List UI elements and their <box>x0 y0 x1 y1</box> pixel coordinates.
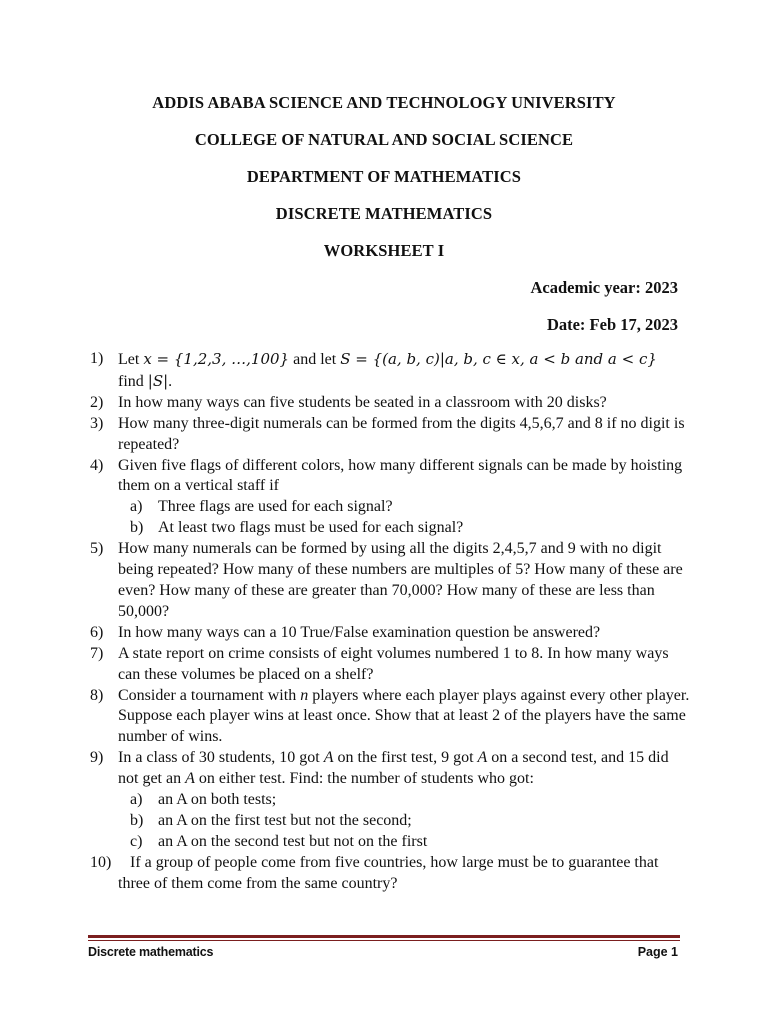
variable-a: A <box>323 749 334 767</box>
question-text: How many three-digit numerals can be formed from the digits 4,5,6,7 and 8 if no digit is repeated? <box>118 414 685 453</box>
subquestion-letter: c) <box>130 832 143 850</box>
worksheet-date: Date: Feb 17, 2023 <box>546 315 678 334</box>
question-text: In a class of 30 students, 10 got <box>118 749 324 767</box>
subquestion-text: an A on the first test but not the second; <box>158 811 412 829</box>
question-text: on either test. Find: the number of students who got: <box>194 770 534 788</box>
question-3 <box>90 414 690 456</box>
question-2 <box>90 393 690 414</box>
department-title: DEPARTMENT OF MATHEMATICS <box>246 167 522 186</box>
footer-rule-thick <box>88 935 680 938</box>
question-1 <box>90 349 690 393</box>
question-number: 9) <box>90 749 104 767</box>
subquestion-letter: b) <box>130 519 144 537</box>
academic-year: Academic year: 2023 <box>530 278 678 297</box>
question-8 <box>90 686 690 749</box>
question-9c <box>90 832 690 853</box>
question-text: . <box>168 372 173 390</box>
question-6 <box>90 623 690 644</box>
question-9b <box>90 811 690 832</box>
course-title: DISCRETE MATHEMATICS <box>275 204 493 223</box>
subquestion-text: Three flags are used for each signal? <box>158 498 393 516</box>
worksheet-title: WORKSHEET I <box>323 241 445 260</box>
question-text: If a group of people come from five countries, how large must be to guarantee that three of them come from the same country? <box>118 853 659 892</box>
variable-a: A <box>185 770 195 788</box>
question-number: 3) <box>90 414 104 432</box>
subquestion-text: At least two flags must be used for each signal? <box>158 519 464 537</box>
college-title: COLLEGE OF NATURAL AND SOCIAL SCIENCE <box>194 130 574 149</box>
question-number: 5) <box>90 540 104 558</box>
question-text: A state report on crime consists of eight volumes numbered 1 to 8. In how many ways can these volumes be placed on a shelf? <box>118 644 669 683</box>
question-number: 7) <box>90 644 104 662</box>
question-9a <box>90 790 690 811</box>
cardinality-formula: |S| <box>147 371 169 390</box>
question-text: Let <box>118 351 144 368</box>
subquestion-text: an A on the second test but not on the first <box>158 832 428 850</box>
subquestion-letter: a) <box>130 498 143 516</box>
question-text: In how many ways can a 10 True/False examination question be answered? <box>118 623 601 641</box>
question-4b <box>90 518 690 539</box>
question-text: on the first test, 9 got <box>333 749 478 767</box>
question-text: Consider a tournament with <box>118 686 301 704</box>
university-title: ADDIS ABABA SCIENCE AND TECHNOLOGY UNIVERSITY <box>152 93 616 112</box>
question-text: players where each player plays against every other player. Suppose each player wins at least once. Show that at least 2 of the players have the same number of wins. <box>118 686 690 746</box>
question-10 <box>90 853 690 895</box>
question-9 <box>90 748 690 790</box>
question-number: 4) <box>90 456 104 474</box>
question-7 <box>90 644 690 686</box>
question-number: 10) <box>90 853 112 871</box>
question-number: 6) <box>90 623 104 641</box>
question-number: 2) <box>90 393 104 411</box>
subquestion-text: an A on both tests; <box>158 791 277 809</box>
question-text: and let <box>289 351 341 368</box>
question-text: on a second test, and 15 did not get an <box>118 749 669 788</box>
question-text: Given five flags of different colors, how many different signals can be made by hoisting them on a vertical staff if <box>118 456 683 495</box>
variable-n: n <box>300 686 309 704</box>
question-number: 1) <box>90 350 104 367</box>
question-text: find <box>118 372 148 390</box>
set-x-formula: x = {1,2,3, …,100} <box>143 350 290 368</box>
question-list <box>90 349 690 895</box>
question-5 <box>90 539 690 623</box>
footer-course-name: Discrete mathematics <box>88 945 214 959</box>
question-text: How many numerals can be formed by using all the digits 2,4,5,7 and 9 with no digit being repeated? How many of these numbers are multiples of 5? How many of these are even? How many of these are greater than 70,000? How many of these are less than 50,000? <box>118 540 683 620</box>
question-number: 8) <box>90 686 104 704</box>
question-4a <box>90 497 690 518</box>
subquestion-letter: a) <box>130 791 143 809</box>
footer-page-number: Page 1 <box>637 945 678 959</box>
variable-a: A <box>477 749 488 767</box>
set-s-formula: S = {(a, b, c)|a, b, c ∈ x, a < b and a < c} <box>340 350 657 368</box>
question-text: In how many ways can five students be seated in a classroom with 20 disks? <box>118 393 607 411</box>
footer-rule-thin <box>88 940 680 941</box>
subquestion-letter: b) <box>130 811 144 829</box>
question-4 <box>90 456 690 498</box>
